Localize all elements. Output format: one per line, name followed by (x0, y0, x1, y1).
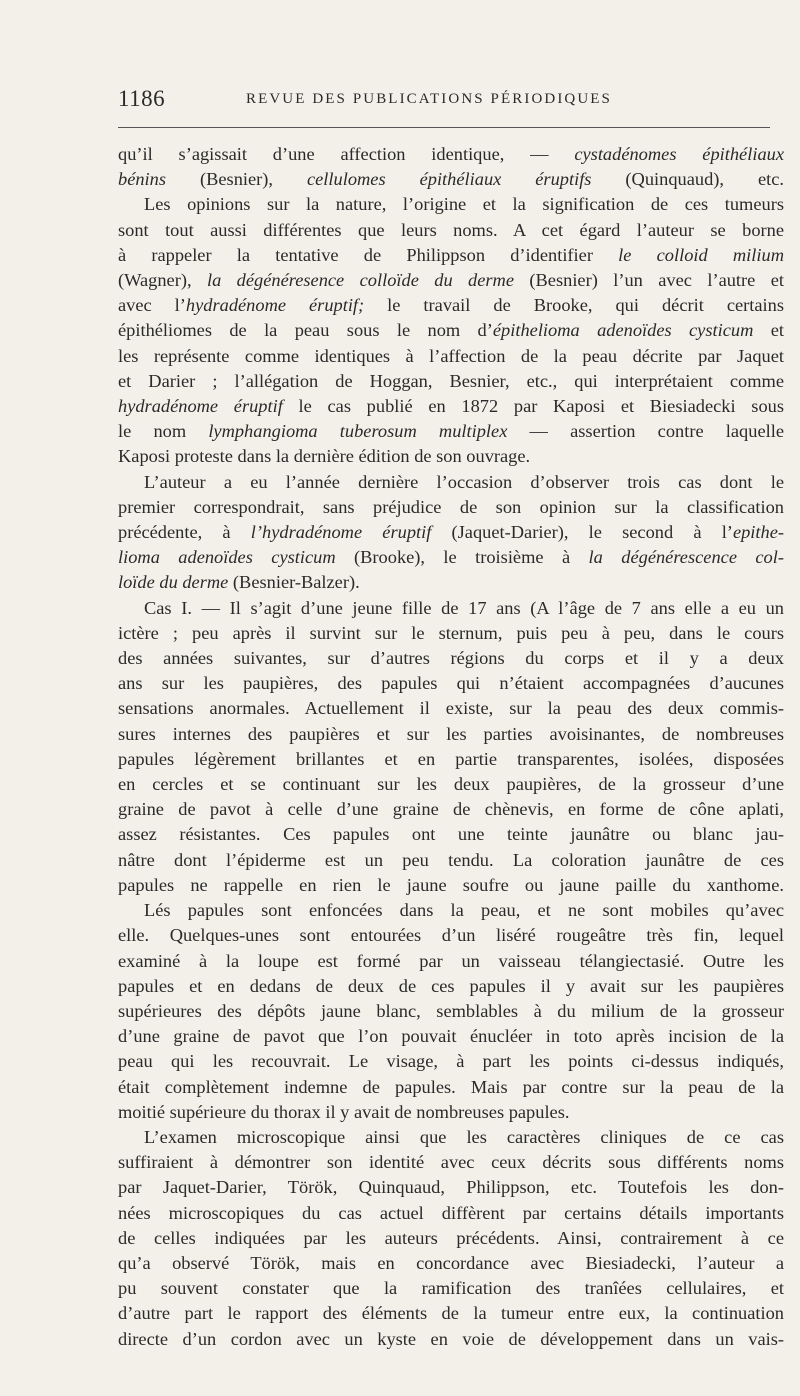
text-line: supérieures des dépôts jaune blanc, semblables à du milium de la grosseur (118, 1000, 784, 1021)
header-rule (118, 127, 770, 128)
text-line: Les opinions sur la nature, l’origine et la signification de ces tumeurs (144, 194, 784, 215)
text-line: par Jaquet-Darier, Török, Quinquaud, Philippson, etc. Toutefois les don- (118, 1177, 784, 1198)
text-line: moitié supérieure du thorax il y avait de nombreuses papules. (118, 1101, 570, 1122)
text-line: lioma adenoïdes cysticum (Brooke), le troisième à la dégénérescence col- (118, 547, 784, 568)
text-line: à rappeler la tentative de Philippson d’identifier le colloid milium (118, 244, 784, 265)
text-line: loïde du derme (Besnier-Balzer). (118, 572, 360, 593)
text-line: Cas I. — Il s’agit d’une jeune fille de 17 ans (A l’âge de 7 ans elle a eu un (144, 597, 784, 618)
text-line: examiné à la loupe est formé par un vaisseau télangiectasié. Outre les (118, 950, 784, 971)
text-line: en cercles et se continuant sur les deux paupières, de la grosseur d’une (118, 774, 784, 795)
text-line: qu’a observé Török, mais en concordance avec Biesiadecki, l’auteur a (118, 1252, 784, 1273)
text-line: épithéliomes de la peau sous le nom d’épithelioma adenoïdes cysticum et (118, 320, 784, 341)
text-line: L’examen microscopique ainsi que les caractères cliniques de ce cas (144, 1126, 784, 1147)
text-line: et Darier ; l’allégation de Hoggan, Besnier, etc., qui interprétaient comme (118, 370, 784, 391)
text-line: nâtre dont l’épiderme est un peu tendu. La coloration jaunâtre de ces (118, 849, 784, 870)
text-line: bénins (Besnier), cellulomes épithéliaux éruptifs (Quinquaud), etc. (118, 169, 785, 190)
text-line: L’auteur a eu l’année dernière l’occasion d’observer trois cas dont le (144, 471, 784, 492)
text-line: premier correspondrait, sans préjudice de son opinion sur la classification (118, 496, 784, 517)
text-line: papules légèrement brillantes et en partie transparentes, isolées, disposées (118, 748, 784, 769)
article-body (118, 142, 784, 1352)
text-line: était complètement indemne de papules. Mais par contre sur la peau de la (118, 1076, 784, 1097)
text-line: le nom lymphangioma tuberosum multiplex — assertion contre laquelle (118, 421, 784, 442)
text-line: précédente, à l’hydradénome éruptif (Jaquet-Darier), le second à l’epithe- (118, 522, 784, 543)
text-line: hydradénome éruptif le cas publié en 1872 par Kaposi et Biesiadecki sous (118, 396, 784, 417)
text-line: d’autre part le rapport des éléments de la tumeur entre eux, la continuation (118, 1303, 784, 1324)
text-line: de celles indiquées par les auteurs précédents. Ainsi, contrairement à ce (118, 1227, 784, 1248)
text-line: Kaposi proteste dans la dernière édition de son ouvrage. (118, 446, 531, 467)
text-line: papules ne rappelle en rien le jaune soufre ou jaune paille du xanthome. (118, 874, 784, 895)
page-number: 1186 (118, 86, 166, 111)
text-line: d’une graine de pavot que l’on pouvait énucléer in toto après incision de la (118, 1026, 784, 1047)
text-line: elle. Quelques-unes sont entourées d’un liséré rougeâtre très fin, lequel (118, 925, 784, 946)
text-line: pu souvent constater que la ramification des tranîées cellulaires, et (118, 1278, 784, 1299)
text-line: suffiraient à démontrer son identité avec ceux décrits sous différents noms (118, 1152, 784, 1173)
text-line: Lés papules sont enfoncées dans la peau, et ne sont mobiles qu’avec (144, 900, 784, 921)
text-line: les représente comme identiques à l’affection de la peau décrite par Jaquet (118, 345, 784, 366)
text-line: qu’il s’agissait d’une affection identique, — cystadénomes épithéliaux (118, 144, 784, 164)
text-line: (Wagner), la dégénéresence colloïde du derme (Besnier) l’un avec l’autre et (118, 270, 784, 291)
text-line: des années suivantes, sur d’autres régions du corps et il y a deux (118, 648, 784, 669)
text-line: ictère ; peu après il survint sur le sternum, puis peu à peu, dans le cours (118, 622, 784, 643)
text-line: sures internes des paupières et sur les parties avoisinantes, de nombreuses (118, 723, 784, 744)
running-title: REVUE DES PUBLICATIONS PÉRIODIQUES (246, 91, 612, 107)
text-line: directe d’un cordon avec un kyste en voie de développement dans un vais- (118, 1328, 784, 1349)
text-line: sensations anormales. Actuellement il existe, sur la peau des deux commis- (118, 698, 784, 719)
text-line: papules et en dedans de deux de ces papules il y avait sur les paupières (118, 975, 784, 996)
text-line: assez résistantes. Ces papules ont une teinte jaunâtre ou blanc jau- (118, 824, 784, 845)
page-header (118, 86, 800, 116)
text-line: ans sur les paupières, des papules qui n’étaient accompagnées d’aucunes (118, 673, 784, 694)
text-line: avec l’hydradénome éruptif; le travail de Brooke, qui décrit certains (118, 295, 784, 316)
text-line: sont tout aussi différentes que leurs noms. A cet égard l’auteur se borne (118, 219, 784, 240)
text-line: graine de pavot à celle d’une graine de chènevis, en forme de cône aplati, (118, 799, 784, 820)
text-line: peau qui les recouvrait. Le visage, à part les points ci-dessus indiqués, (118, 1051, 784, 1072)
text-line: nées microscopiques du cas actuel diffèrent par certains détails importants (118, 1202, 784, 1223)
